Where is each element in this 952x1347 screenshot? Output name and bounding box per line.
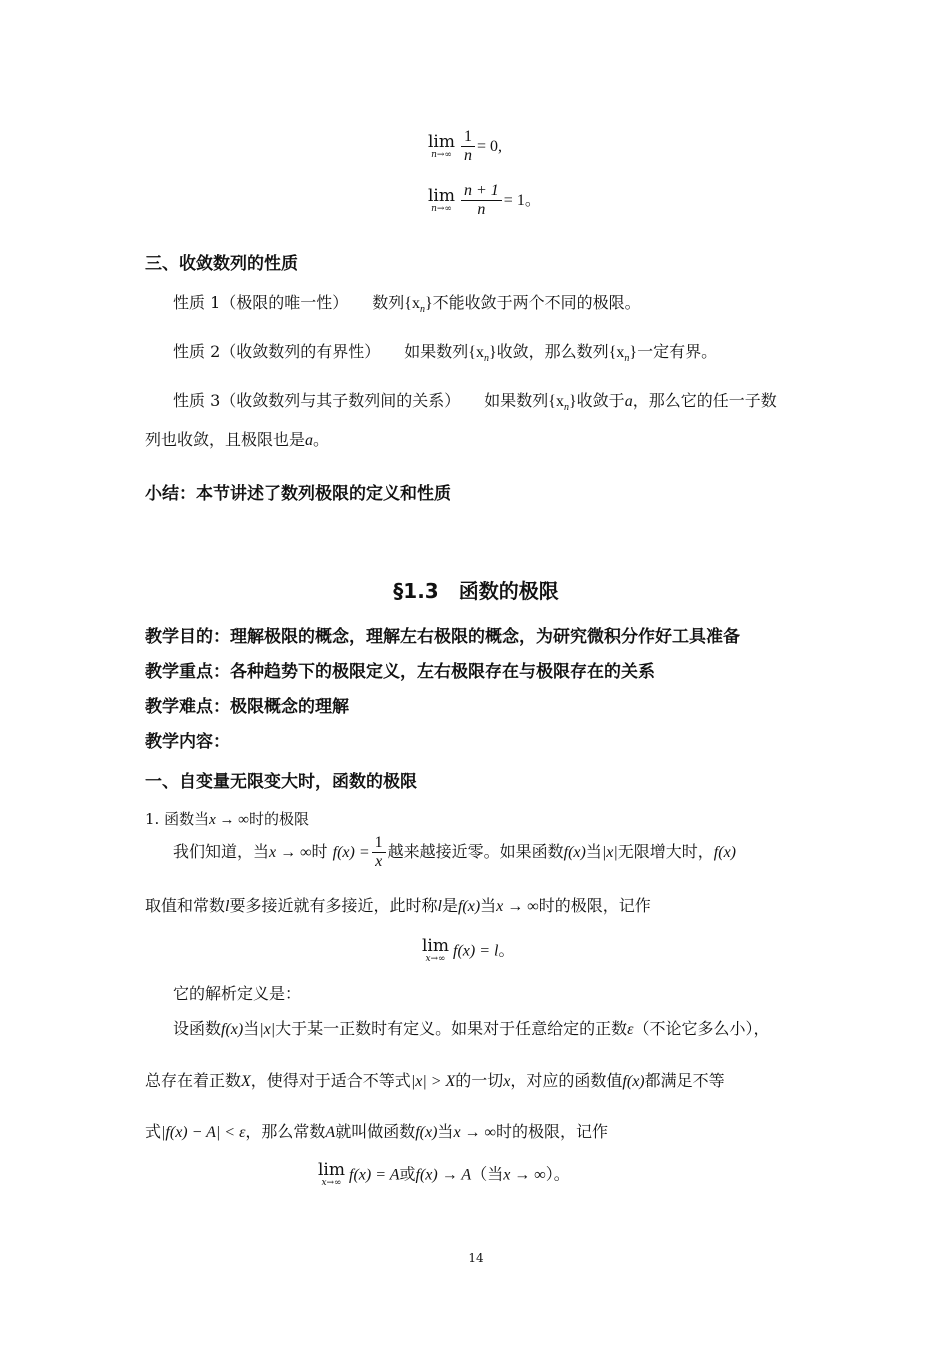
seq-close: } (488, 344, 497, 361)
x-to-infinity: x → ∞ (503, 1166, 546, 1184)
text: 都满足不等 (644, 1071, 725, 1090)
function-fx: f(x) (713, 844, 736, 861)
formula-lim-fx-l (422, 938, 514, 964)
text: 设函数 (173, 1019, 222, 1038)
function-fx: f(x) (563, 844, 586, 861)
lim-word: lim (428, 185, 455, 206)
denominator: n (477, 201, 486, 218)
seq-close: } (568, 393, 577, 410)
var-A: A (325, 1124, 336, 1141)
text: 收敛于 (576, 391, 625, 410)
definition-line-1 (173, 1018, 769, 1041)
formula-expr: f(x) → A (415, 1166, 472, 1184)
text: ，那么它的任一子数 (632, 391, 777, 410)
sequence-xn (404, 295, 433, 315)
text: ）。 (545, 1164, 570, 1184)
lim-subscript: x→∞ (425, 954, 446, 964)
sequence-xn (468, 344, 497, 364)
abs-x: |x| (601, 844, 618, 861)
text: 数列 (372, 293, 405, 312)
fraction-1-over-x (372, 834, 386, 871)
text: 当 (480, 896, 497, 915)
text: 取值和常数 (145, 896, 226, 915)
var-x: x (503, 1073, 511, 1090)
text: 。 (313, 430, 330, 449)
seq-close: } (424, 295, 433, 312)
lim-word: lim (422, 936, 449, 956)
text: 。 (498, 940, 515, 960)
text: 越来越接近零。如果函数 (387, 842, 564, 861)
text: 当 (243, 1019, 260, 1038)
denominator: n (464, 147, 472, 164)
formula-lim-fx-A (318, 1162, 570, 1188)
formula-lim-n-plus-1-over-n (428, 182, 541, 219)
text: 要多接近就有多接近，此时称 (229, 896, 438, 915)
seq-open: {x (548, 393, 564, 410)
text: 是 (441, 896, 458, 915)
summary: 小结：本节讲述了数列极限的定义和性质 (145, 484, 451, 504)
text: 时的极限，记作 (495, 1122, 608, 1141)
text: 当 (585, 842, 602, 861)
lim-operator (318, 1162, 345, 1188)
part-heading: 一、自变量无限变大时，函数的极限 (145, 772, 417, 792)
lim-subscript: x→∞ (321, 1178, 342, 1188)
text: 就叫做函数 (335, 1122, 416, 1141)
var-a: a (624, 393, 633, 410)
text: ，那么常数 (245, 1122, 326, 1141)
text: 列也收敛，且极限也是 (145, 430, 306, 449)
property-label: 性质 2（收敛数列的有界性） (173, 342, 381, 361)
text: 的一切 (455, 1071, 504, 1090)
paragraph-line-1 (173, 834, 736, 871)
property-3 (173, 390, 777, 419)
lim-operator (422, 938, 449, 964)
inequality: |x| > X (410, 1073, 456, 1090)
subsection-1 (145, 808, 309, 831)
text: 时的极限 (248, 810, 309, 828)
text: （当 (471, 1164, 504, 1184)
var-l: l (225, 898, 230, 915)
sequence-xn (608, 344, 638, 364)
text: 无限增大时， (617, 842, 714, 861)
property-3-cont (145, 429, 329, 452)
teaching-content: 教学内容： (145, 732, 230, 752)
seq-subscript: n (483, 353, 489, 364)
text: 大于某一正数时有定义。如果对于任意给定的正数 (275, 1019, 628, 1038)
x-to-infinity: x → ∞ (209, 812, 249, 828)
seq-open: {x (608, 344, 625, 361)
text: 时 (311, 842, 328, 861)
text: 收敛，那么数列 (496, 342, 609, 361)
formula-lim-1-over-n (428, 128, 502, 165)
abs-x: |x| (259, 1021, 276, 1038)
function-fx: f(x) (221, 1021, 244, 1038)
formula-expr: f(x) = l (453, 942, 499, 960)
seq-open: {x (468, 344, 484, 361)
var-X: X (241, 1073, 251, 1090)
paragraph-line-2 (145, 895, 651, 918)
numerator: 1 (372, 834, 386, 853)
property-1 (173, 292, 641, 321)
function-fx: f(x) (415, 1124, 438, 1141)
seq-close: } (629, 344, 638, 361)
fraction (461, 128, 475, 165)
x-to-infinity: x → ∞ (496, 898, 539, 915)
property-label: 性质 1（极限的唯一性） (173, 293, 349, 312)
text: 如果数列 (484, 391, 549, 410)
x-to-infinity: x → ∞ (453, 1124, 496, 1141)
seq-subscript: n (419, 304, 425, 315)
text: 一定有界。 (637, 342, 718, 361)
text: ，使得对于适合不等式 (250, 1071, 411, 1090)
function-fx: f(x) (457, 898, 481, 915)
var-l: l (437, 898, 442, 915)
section-heading: 三、收敛数列的性质 (145, 254, 298, 274)
fraction (461, 182, 502, 219)
teaching-focus: 教学重点：各种趋势下的极限定义，左右极限存在与极限存在的关系 (145, 662, 655, 682)
text: 我们知道，当 (173, 842, 270, 861)
definition-line-3 (145, 1121, 608, 1144)
lim-subscript: n→∞ (431, 203, 452, 214)
function-fx: f(x) = (332, 844, 370, 861)
teaching-goal: 教学目的：理解极限的概念，理解左右极限的概念，为研究微积分作好工具准备 (145, 627, 740, 647)
teaching-difficulty: 教学难点：极限概念的理解 (145, 697, 349, 717)
section-title: §1.3 函数的极限 (393, 579, 559, 603)
property-label: 性质 3（收敛数列与其子数列间的关系） (173, 391, 461, 410)
lim-word: lim (428, 131, 455, 152)
text: 1. 函数当 (145, 810, 210, 828)
analytic-definition-intro: 它的解析定义是： (173, 984, 302, 1003)
numerator: 1 (461, 128, 475, 147)
function-fx: f(x) (622, 1073, 645, 1090)
text: 不能收敛于两个不同的极限。 (432, 293, 641, 312)
definition-line-2 (145, 1070, 725, 1093)
text: 当 (437, 1122, 454, 1141)
var-a: a (305, 432, 314, 449)
seq-open: {x (404, 295, 420, 312)
seq-subscript: n (563, 402, 569, 413)
sequence-xn (548, 393, 577, 413)
formula-expr: f(x) = A (349, 1166, 400, 1184)
text: ，对应的函数值 (510, 1071, 623, 1090)
denominator: x (375, 853, 383, 870)
formula-rhs: = 0, (477, 138, 503, 155)
inequality: |f(x) − A| < ε (161, 1124, 246, 1141)
seq-subscript: n (624, 353, 630, 364)
formula-rhs: = 1。 (503, 192, 541, 209)
lim-subscript: n→∞ (431, 149, 452, 160)
lim-operator (428, 185, 455, 214)
text: 时的极限，记作 (538, 896, 651, 915)
page-number: 14 (468, 1251, 484, 1265)
text: 如果数列 (404, 342, 469, 361)
lim-word: lim (318, 1160, 345, 1180)
numerator: n + 1 (461, 182, 502, 201)
property-2 (173, 341, 717, 370)
text: （不论它多么小）， (633, 1019, 770, 1038)
text: 总存在着正数 (145, 1071, 242, 1090)
text: 式 (145, 1122, 162, 1141)
epsilon: ε (627, 1021, 634, 1038)
x-to-infinity: x → ∞ (269, 844, 312, 861)
text: 或 (399, 1164, 416, 1184)
lim-operator (428, 131, 455, 160)
